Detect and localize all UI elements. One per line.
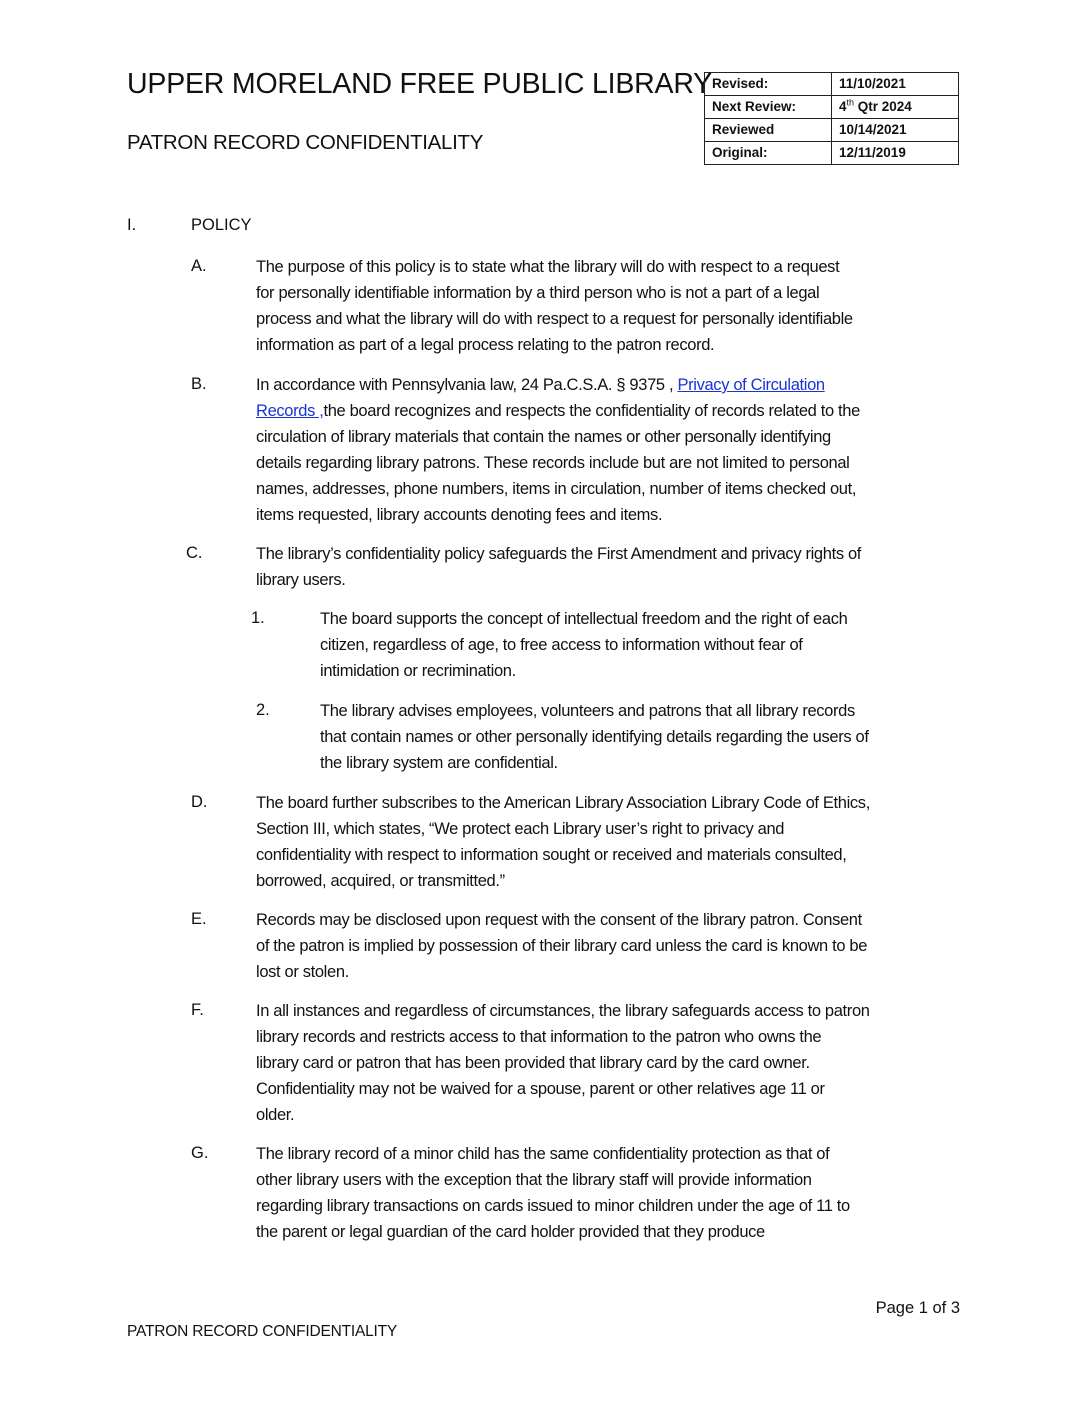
privacy-of-circulation-link[interactable]: Privacy of Circulation: [677, 376, 825, 394]
statute-citation: In accordance with Pennsylvania law, 24 Pa.C.S.A. § 9375 ,: [256, 376, 678, 394]
revised-value: 11/10/2021: [832, 73, 959, 96]
item-c1-label: 1.: [251, 609, 265, 627]
reviewed-label: Reviewed: [705, 119, 832, 142]
item-c-label: C.: [186, 544, 203, 562]
next-review-ordinal: th: [846, 97, 855, 108]
item-g-label: G.: [191, 1144, 209, 1162]
next-review-label: Next Review:: [705, 96, 832, 119]
item-d-label: D.: [191, 793, 208, 811]
next-review-year: Qtr 2024: [854, 99, 912, 114]
next-review-quarter-number: 4: [839, 99, 847, 114]
item-c-text: The library’s confidentiality policy safeguards the First Amendment and privacy rights of library users.: [256, 545, 862, 589]
revised-label: Revised:: [705, 73, 832, 96]
item-d-text: The board further subscribes to the American Library Association Library Code of Ethics, Section III, which states, “We protect each Library user’s right to privacy and confidentiality with respect to information sought or received and materials consulted, borrowed, acquired, or transmitted.”: [256, 794, 870, 890]
original-label: Original:: [705, 142, 832, 165]
page-number: Page 1 of 3: [875, 1299, 960, 1317]
footer-document-title: PATRON RECORD CONFIDENTIALITY: [127, 1323, 398, 1340]
revision-row-revised: [705, 73, 959, 96]
item-b-text: In accordance with Pennsylvania law, 24 Pa.C.S.A. § 9375 , Privacy of Circulation Records ,the board recognizes and respects the confidentiality of records related to the circulation of library materials that contain the names or other personally identifying details regarding library patrons. These records include but are not limited to personal names, addresses, phone numbers, items in circulation, number of items checked out, items requested, library accounts denoting fees and items.: [256, 376, 860, 524]
revision-row-next-review: [705, 96, 959, 119]
item-g-text: The library record of a minor child has the same confidentiality protection as that of other library users with the exception that the library staff will provide information regarding library transactions on cards issued to minor children under the age of 11 to the parent or legal guardian of the card holder provided that they produce: [256, 1145, 850, 1241]
reviewed-value: 10/14/2021: [832, 119, 959, 142]
item-f-label: F.: [191, 1001, 204, 1019]
document-title: PATRON RECORD CONFIDENTIALITY: [127, 131, 484, 154]
item-c2-text: The library advises employees, volunteers and patrons that all library records that contain names or other personally identifying details regarding the users of the library system are confidential.: [320, 702, 869, 772]
item-f-text: In all instances and regardless of circumstances, the library safeguards access to patron library records and restricts access to that information to the patron who owns the library card or patron that has been provided that library card by the card owner. Confidentiality may not be waived for a spouse, parent or other relatives age 11 or older.: [256, 1002, 870, 1124]
next-review-value: [832, 96, 959, 119]
records-link[interactable]: Records ,: [256, 402, 324, 420]
item-c2-label: 2.: [256, 701, 270, 719]
item-a-text: The purpose of this policy is to state what the library will do with respect to a request for personally identifiable information by a third person who is not a part of a legal process and what the library will do with respect to a request for personally identifiable information as part of a legal process relating to the patron record.: [256, 258, 853, 354]
item-c1-text: The board supports the concept of intellectual freedom and the right of each citizen, regardless of age, to free access to information without fear of intimidation or recrimination.: [320, 610, 848, 680]
organization-title: UPPER MORELAND FREE PUBLIC LIBRARY: [127, 68, 712, 100]
item-e-label: E.: [191, 910, 207, 928]
section-numeral: I.: [127, 216, 137, 234]
revision-row-original: [705, 142, 959, 165]
item-a-label: A.: [191, 257, 207, 275]
item-e-text: Records may be disclosed upon request with the consent of the library patron. Consent of the patron is implied by possession of their library card unless the card is known to be lost or stolen.: [256, 911, 868, 981]
item-b-label: B.: [191, 375, 207, 393]
revision-table: [704, 72, 959, 165]
revision-row-reviewed: [705, 119, 959, 142]
section-heading: POLICY: [191, 216, 252, 234]
original-value: 12/11/2019: [832, 142, 959, 165]
